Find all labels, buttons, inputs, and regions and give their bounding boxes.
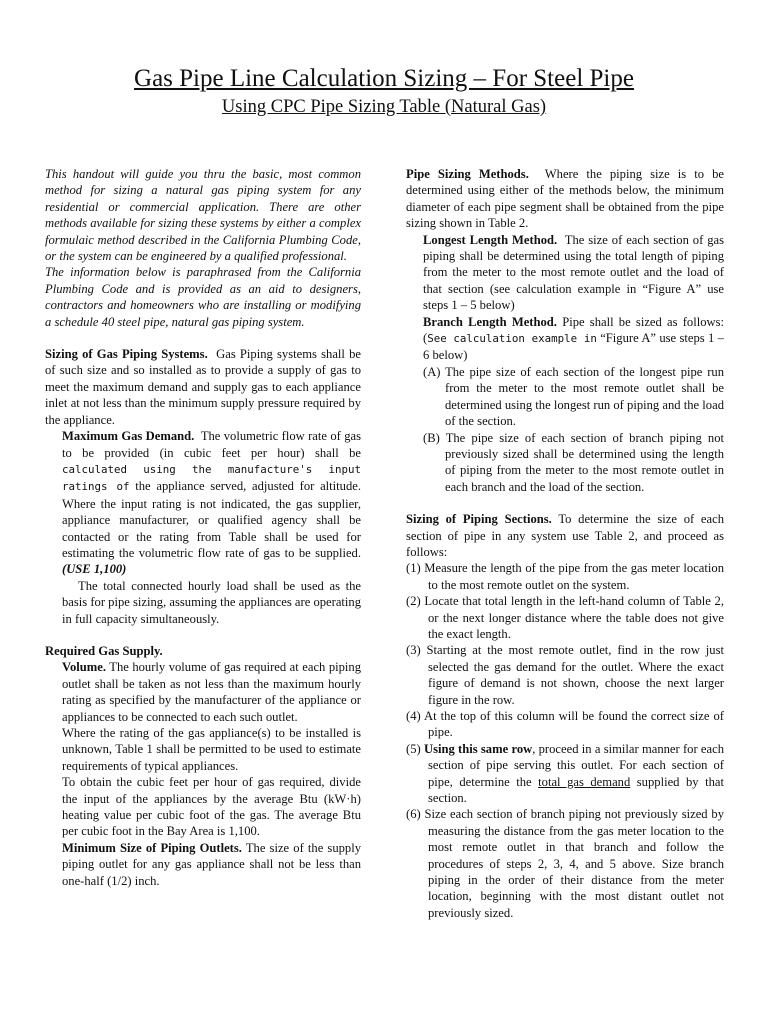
sections-body: To determine the size of each section of pipe in any system use Table 2, and proceed as follows:	[406, 512, 724, 559]
page-title: Gas Pipe Line Calculation Sizing – For Steel Pipe	[134, 65, 634, 92]
max-demand-heading: Maximum Gas Demand.	[62, 429, 195, 444]
intro-paragraph: This handout will guide you thru the basic, most common method for sizing a natural gas piping system for any residential or commercial application. There are other methods available for sizing these systems by either a complex formulaic method described in the California Plumbing Code, or the system can be engineered by a qualified professional.	[45, 167, 361, 264]
step-2: (2) Locate that total length in the left-hand column of Table 2, or the next longer distance where the table does not give the exact length.	[406, 594, 724, 641]
intro-paraphrase-paragraph: The information below is paraphrased from the California Plumbing Code and is provided as an aid to designers, contractors and homeowners who are installing or modifying a schedule 40 steel pipe, natural gas piping system.	[45, 265, 361, 329]
branch-length-body-mono: See calculation example in	[427, 332, 597, 346]
branch-length-body-b: “Figure A” use steps 1 – 6 below)	[423, 331, 724, 363]
branch-length-section	[406, 314, 724, 364]
step-5: (5) Using this same row, proceed in a similar manner for each section of pipe serving this outlet. For each section of pipe, determine the total gas demand supplied by that section.	[406, 741, 725, 806]
min-size-heading: Minimum Size of Piping Outlets.	[62, 840, 242, 855]
total-load-paragraph: The total connected hourly load shall be used as the basis for pipe sizing, assuming the appliances are operating in full capacity simultaneously.	[62, 578, 362, 626]
sizing-section	[45, 346, 361, 428]
methods-body: Where the piping size is to be determined using either of the methods below, the minimum diameter of each pipe segment shall be obtained from the pipe sizing shown in Table 2.	[406, 167, 725, 231]
method-item-a: (A) The pipe size of each section of the longest pipe run from the meter to the most remote outlet shall be determined using the longest run of piping and the load of the section.	[423, 364, 724, 429]
step-4: (4) At the top of this column will be found the correct size of pipe.	[406, 709, 724, 740]
max-demand-body-b: the appliance served, adjusted for altitude. Where the input rating is not indicated, the gas supplier, appliance manufacturer, or qualified agency shall be contacted or the rating from Table shall be used for estimating the volumetric flow rate of gas to be supplied.	[62, 479, 361, 560]
obtain-cfh-paragraph: To obtain the cubic feet per hour of gas required, divide the input of the appliances by the average Btu (kW·h) heating value per cubic foot of the gas. The average Btu per cubic foot in the Bay Area is 1,100.	[62, 775, 361, 839]
methods-heading: Pipe Sizing Methods.	[406, 167, 529, 181]
longest-length-body: The size of each section of gas piping shall be determined using the total length of piping from the meter to the most remote outlet and the load of that section (see calculation example in “Figure A” use steps 1 – 5 below)	[423, 232, 724, 313]
page-subtitle: Using CPC Pipe Sizing Table (Natural Gas)	[221, 97, 547, 117]
sizing-heading: Sizing of Gas Piping Systems.	[45, 347, 208, 362]
required-gas-heading: Required Gas Supply.	[45, 643, 163, 658]
sections-section	[406, 511, 724, 560]
step-5-bold: Using this same row	[423, 741, 533, 756]
required-gas-heading-line	[45, 643, 361, 659]
sections-heading: Sizing of Piping Sections.	[406, 512, 552, 527]
volume-heading: Volume.	[62, 660, 106, 675]
volume-section	[45, 659, 361, 725]
total-gas-demand-underlined: total gas demand	[538, 774, 631, 789]
min-size-section	[45, 840, 361, 889]
step-3: (3) Starting at the most remote outlet, find in the row just selected the gas demand for the outlet. Where the exact figure of demand is not shown, choose the next larger figure in the row.	[406, 643, 724, 707]
max-demand-body-mono: calculated using the manufacture's input ratings of	[62, 462, 361, 494]
step-1: (1) Measure the length of the pipe from the gas meter location to the most remote outlet on the system.	[406, 561, 724, 592]
left-column	[45, 166, 361, 889]
max-demand-section	[45, 428, 361, 578]
branch-length-heading: Branch Length Method.	[423, 314, 557, 329]
branch-length-body-a: Pipe shall be sized as follows: (	[423, 314, 725, 346]
right-column	[406, 166, 724, 921]
longest-length-heading: Longest Length Method.	[423, 232, 558, 247]
methods-section	[406, 166, 724, 232]
step-6: (6) Size each section of branch piping not previously sized by measuring the distance from the gas meter location to the most remote outlet in that branch and follow the procedures of steps 2, 3, 4, and 5 above. Size branch piping in the order of their distance from the meter location, beginning with the most distant outlet not previously sized.	[406, 807, 724, 920]
max-demand-body-a: The volumetric flow rate of gas to be provided (in cubic feet per hour) shall be	[62, 429, 361, 460]
method-item-b: (B) The pipe size of each section of branch piping not previously sized shall be determined using the length of piping from the meter to the most remote outlet in each branch and the load of the section.	[423, 430, 724, 494]
min-size-body: The size of the supply piping outlet for any gas appliance shall not be less than one-half (1/2) inch.	[62, 840, 362, 888]
unknown-rating-paragraph: Where the rating of the gas appliance(s) to be installed is unknown, Table 1 shall be permitted to be used to estimate requirements of typical appliances.	[62, 726, 361, 773]
volume-body: The hourly volume of gas required at each piping outlet shall be taken as not less than the maximum hourly rating as specified by the manufacturer of the appliance or appliances to be connected to each such outlet.	[62, 660, 362, 724]
sizing-body: Gas Piping systems shall be of such size and so installed as to provide a supply of gas to meet the maximum demand and supply gas to each appliance inlet at not less than the minimum supply pressure required by the appliance.	[45, 347, 361, 427]
use-value: (USE 1,100)	[62, 562, 127, 577]
longest-length-section	[406, 232, 724, 314]
